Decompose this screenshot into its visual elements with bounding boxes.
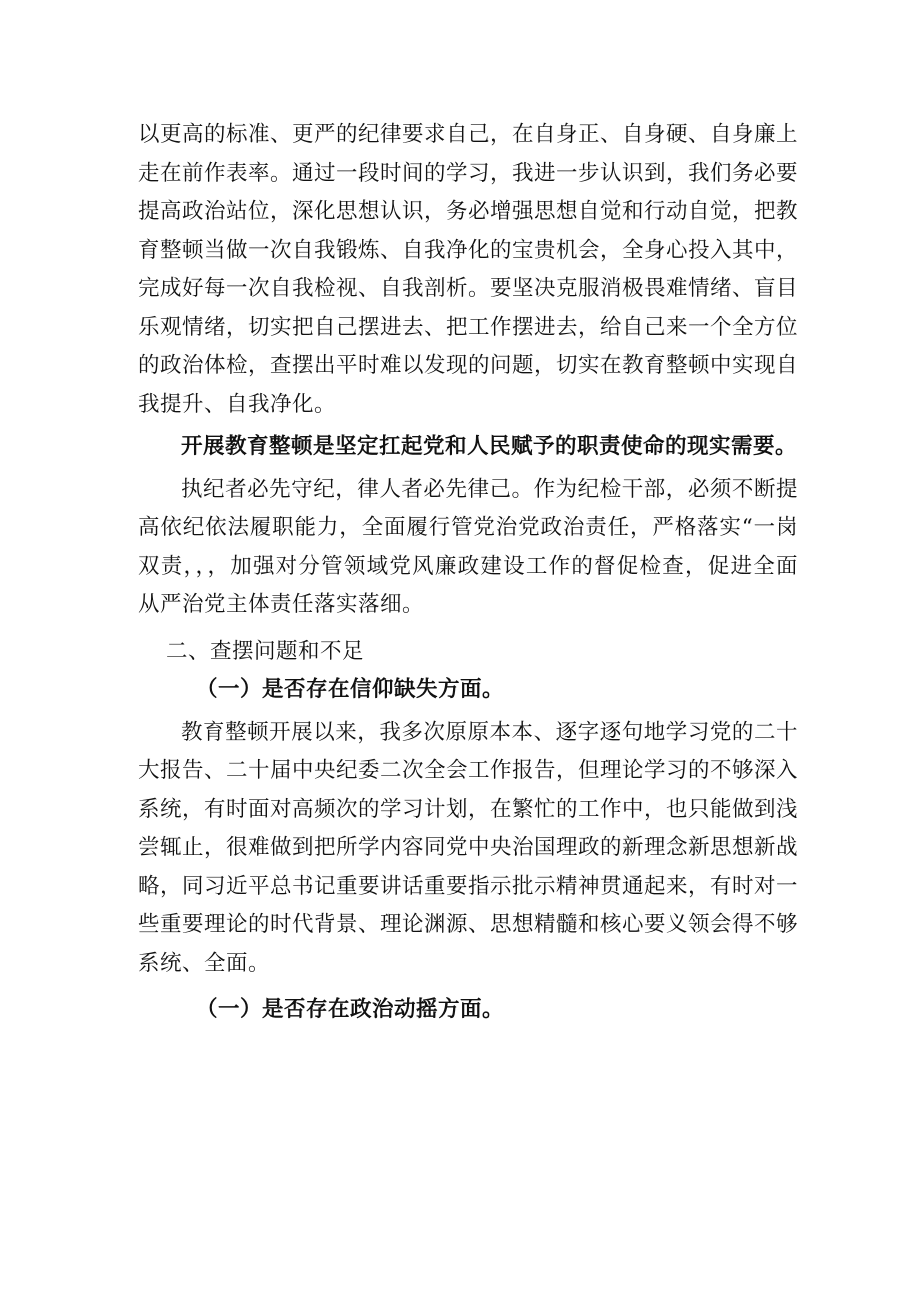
subsection-heading-2: （一）是否存在政治动摇方面。 — [196, 997, 505, 1022]
paragraph-heading-education: 开展教育整顿是坚定扛起党和人民赋予的职责使命的现实需要。 — [181, 434, 798, 459]
paragraph-1: 以更高的标准、更严的纪律要求自己，在自身正、自身硬、自身廉上走在前作表率。通过一段时间的学习，我进一步认识到，我们务必要提高政治站位，深化思想认识，务必增强思想自觉和行动自觉，把教育整顿当做一次自我锻炼、自我净化的宝贵机会，全身心投入其中，完成好每一次自我检视、自我剖析。要坚决克服消极畏难情绪、盲目乐观情绪，切实把自己摆进去、把工作摆进去，给自己来一个全方位的政治体检，查摆出平时难以发现的问题，切实在教育整顿中实现自我提升、自我净化。 — [138, 122, 799, 417]
subsection-heading-1: （一）是否存在信仰缺失方面。 — [196, 677, 505, 702]
section-heading-2: 二、查摆问题和不足 — [165, 638, 364, 664]
document-page — [138, 116, 798, 1030]
paragraph-4: 教育整顿开展以来，我多次原原本本、逐字逐句地学习党的二十大报告、二十届中央纪委二次全会工作报告，但理论学习的不够深入系统，有时面对高频次的学习计划，在繁忙的工作中，也只能做到浅尝辄止，很难做到把所学内容同党中央治国理政的新理念新思想新战略，同习近平总书记重要讲话重要指示批示精神贯通起来，有时对一些重要理论的时代背景、理论渊源、思想精髓和核心要义领会得不够系统、全面。 — [138, 719, 799, 976]
paragraph-3: 执纪者必先守纪，律人者必先律己。作为纪检干部，必须不断提高依纪依法履职能力，全面履行管党治党政治责任，严格落实“一岗双责，，，加强对分管领域党风廉政建设工作的督促检查，促进全面从严治党主体责任落实落细。 — [138, 476, 798, 617]
